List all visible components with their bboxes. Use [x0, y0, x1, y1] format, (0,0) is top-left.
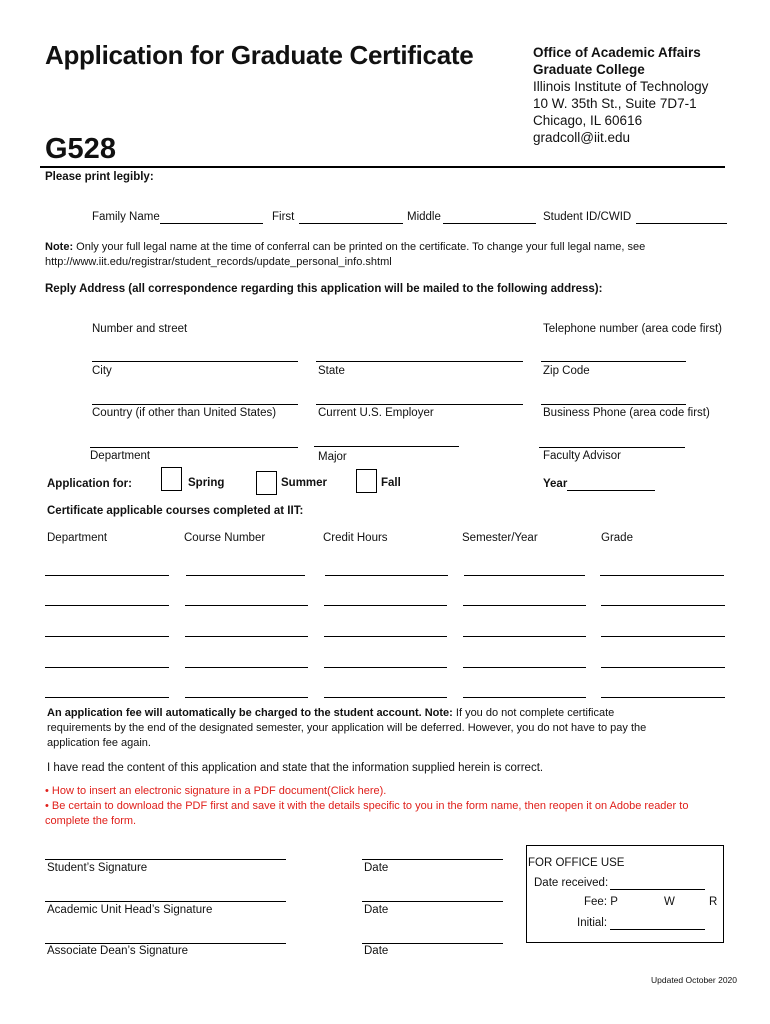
col-department: Department — [47, 532, 108, 544]
first-name-label: First — [272, 211, 295, 223]
col-grade: Grade — [601, 532, 633, 544]
fee-p-label: Fee: P — [584, 896, 618, 908]
office-institute: Illinois Institute of Technology — [533, 79, 709, 94]
download-instruction-line1: • Be certain to download the PDF first and save it with the details specific to you in the form name, then reopen it on Adobe reader to — [45, 800, 689, 812]
dean-date-field[interactable] — [362, 929, 503, 944]
summer-label: Summer — [281, 477, 328, 489]
office-email: gradcoll@iit.edu — [533, 130, 631, 145]
student-id-label: Student ID/CWID — [543, 211, 632, 223]
fee-line1-rest: If you do not complete certificate — [452, 707, 615, 719]
employer-field[interactable] — [314, 432, 459, 447]
course-row-4-department[interactable] — [45, 653, 169, 668]
course-row-2-credit-hours[interactable] — [324, 591, 447, 606]
page-title: Application for Graduate Certificate — [45, 40, 474, 70]
family-name-field[interactable] — [160, 209, 263, 224]
course-row-3-grade[interactable] — [601, 622, 725, 637]
course-row-4-semester[interactable] — [463, 653, 586, 668]
business-phone-label: Business Phone (area code first) — [543, 407, 710, 419]
office-street: 10 W. 35th St., Suite 7D7-1 — [533, 96, 697, 111]
dean-signature-label: Associate Dean’s Signature — [47, 945, 189, 957]
office-address — [533, 44, 708, 146]
course-row-4-course-number[interactable] — [185, 653, 308, 668]
year-label: Year — [543, 478, 568, 490]
spring-label: Spring — [188, 477, 225, 489]
head-date-field[interactable] — [362, 887, 503, 902]
city-field[interactable] — [92, 390, 298, 405]
course-row-5-course-number[interactable] — [185, 683, 308, 698]
head-date-label: Date — [364, 904, 389, 916]
country-label: Country (if other than United States) — [92, 407, 277, 419]
print-legibly-instruction: Please print legibly: — [45, 171, 154, 183]
course-row-3-credit-hours[interactable] — [324, 622, 447, 637]
major-label: Major — [318, 451, 347, 463]
country-field[interactable] — [90, 433, 298, 448]
number-street-label: Number and street — [92, 323, 188, 335]
date-received-field[interactable] — [610, 875, 705, 890]
legal-name-note — [45, 240, 735, 270]
course-row-5-department[interactable] — [45, 683, 169, 698]
dean-date-label: Date — [364, 945, 389, 957]
course-row-1-semester[interactable] — [464, 561, 585, 576]
registrar-link[interactable]: http://www.iit.edu/registrar/student_records/update_personal_info.shtml — [45, 256, 392, 268]
first-name-field[interactable] — [299, 209, 403, 224]
col-semester-year: Semester/Year — [462, 532, 538, 544]
student-date-field[interactable] — [362, 845, 503, 860]
signature-help-links — [45, 784, 745, 829]
course-row-1-credit-hours[interactable] — [325, 561, 448, 576]
year-field[interactable] — [567, 476, 655, 491]
header-divider — [40, 166, 725, 168]
note-label: Note: — [45, 241, 74, 253]
dean-signature-field[interactable] — [45, 929, 286, 944]
form-code: G528 — [45, 133, 116, 165]
course-row-5-semester[interactable] — [463, 683, 586, 698]
date-received-label: Date received: — [534, 877, 609, 889]
course-row-2-department[interactable] — [45, 591, 169, 606]
course-row-3-semester[interactable] — [463, 622, 586, 637]
download-instruction-line2: complete the form. — [45, 815, 137, 827]
head-signature-field[interactable] — [45, 887, 286, 902]
office-college: Graduate College — [533, 62, 645, 77]
zip-field[interactable] — [541, 390, 686, 405]
student-signature-field[interactable] — [45, 845, 286, 860]
student-signature-label: Student’s Signature — [47, 862, 148, 874]
course-row-3-course-number[interactable] — [185, 622, 308, 637]
course-row-5-grade[interactable] — [601, 683, 725, 698]
number-street-field-2[interactable] — [316, 347, 523, 362]
student-date-label: Date — [364, 862, 389, 874]
initial-label: Initial: — [577, 917, 608, 929]
course-row-2-course-number[interactable] — [185, 591, 308, 606]
course-row-1-department[interactable] — [45, 561, 169, 576]
courses-heading: Certificate applicable courses completed at IIT: — [47, 505, 304, 517]
fee-w-label: W — [664, 896, 675, 908]
course-row-3-department[interactable] — [45, 622, 169, 637]
fee-note-label: Note: — [421, 707, 453, 719]
esignature-help-link[interactable]: • How to insert an electronic signature in a PDF document(Click here). — [45, 785, 387, 797]
fall-label: Fall — [381, 477, 401, 489]
fall-checkbox[interactable] — [356, 469, 377, 493]
course-row-5-credit-hours[interactable] — [324, 683, 447, 698]
office-city: Chicago, IL 60616 — [533, 113, 643, 128]
business-phone-field[interactable] — [539, 433, 685, 448]
spring-checkbox[interactable] — [161, 467, 182, 491]
course-row-1-course-number[interactable] — [186, 561, 305, 576]
col-course-number: Course Number — [184, 532, 266, 544]
application-for-label: Application for: — [47, 478, 132, 490]
course-row-4-grade[interactable] — [601, 653, 725, 668]
zip-label: Zip Code — [543, 365, 590, 377]
telephone-label: Telephone number (area code first) — [543, 323, 722, 335]
state-label: State — [318, 365, 345, 377]
family-name-label: Family Name — [92, 211, 160, 223]
office-use-title: FOR OFFICE USE — [528, 857, 625, 869]
fee-line2: requirements by the end of the designated semester, your application will be deferred. However, you do not have to pay the — [47, 722, 647, 734]
fee-bold-text: An application fee will automatically be charged to the student account. — [47, 707, 422, 719]
course-row-4-credit-hours[interactable] — [324, 653, 447, 668]
head-signature-label: Academic Unit Head’s Signature — [47, 904, 213, 916]
fee-line3: application fee again. — [47, 737, 151, 749]
summer-checkbox[interactable] — [256, 471, 277, 495]
course-row-2-semester[interactable] — [463, 591, 586, 606]
note-text: Only your full legal name at the time of conferral can be printed on the certificate. To change your full legal name, see — [73, 241, 646, 253]
telephone-field[interactable] — [541, 347, 686, 362]
department-label: Department — [90, 450, 151, 462]
student-id-field[interactable] — [636, 209, 727, 224]
updated-date: Updated October 2020 — [651, 975, 738, 985]
middle-name-label: Middle — [407, 211, 441, 223]
initial-field[interactable] — [610, 915, 705, 930]
city-label: City — [92, 365, 112, 377]
middle-name-field[interactable] — [443, 209, 536, 224]
office-name: Office of Academic Affairs — [533, 45, 701, 60]
col-credit-hours: Credit Hours — [323, 532, 388, 544]
faculty-advisor-label: Faculty Advisor — [543, 450, 621, 462]
course-row-1-grade[interactable] — [600, 561, 724, 576]
fee-r-label: R — [709, 896, 718, 908]
application-fee-paragraph — [47, 706, 737, 751]
reply-address-heading: Reply Address (all correspondence regarding this application will be mailed to the following address): — [45, 283, 603, 295]
course-row-2-grade[interactable] — [601, 591, 725, 606]
number-street-field[interactable] — [92, 347, 298, 362]
employer-label: Current U.S. Employer — [318, 407, 434, 419]
state-field[interactable] — [316, 390, 523, 405]
certification-statement: I have read the content of this application and state that the information supplied herein is correct. — [47, 762, 544, 774]
